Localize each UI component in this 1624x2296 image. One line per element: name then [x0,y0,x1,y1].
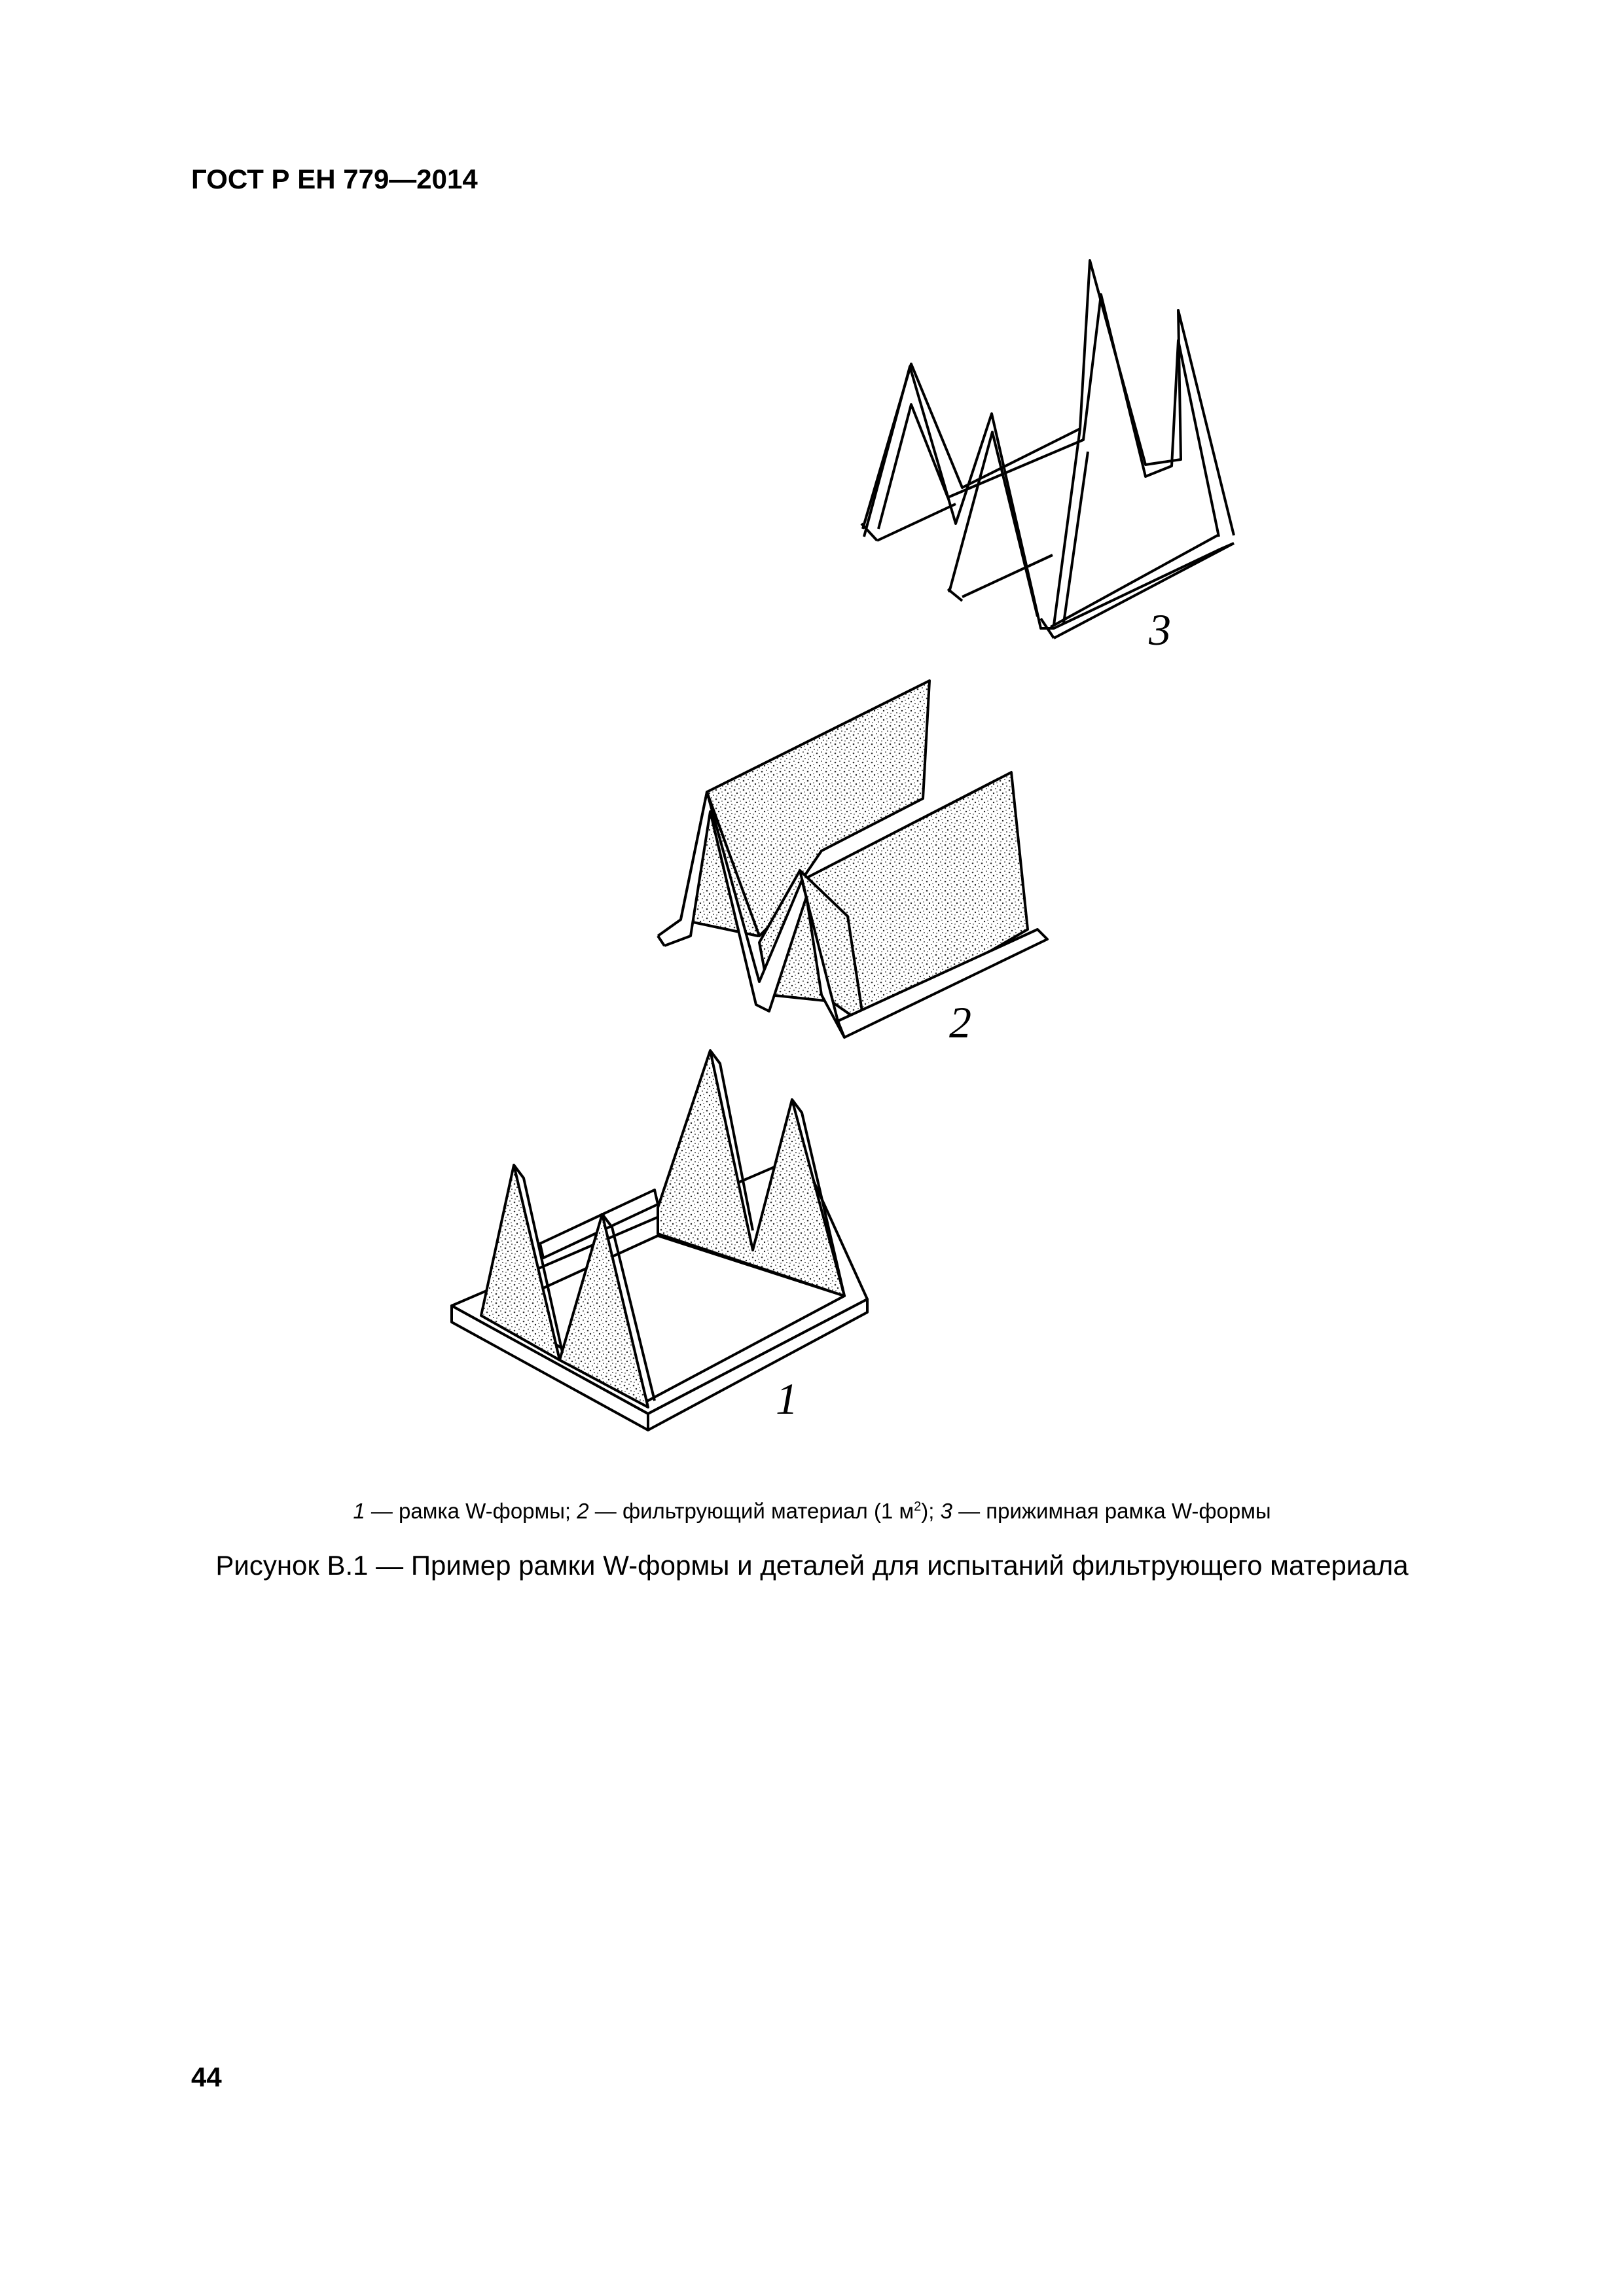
figure-label-1: 1 [776,1374,798,1424]
part-3-clamp-frame [861,260,1234,638]
legend-number-3: 3 [940,1499,952,1523]
figure-caption: Рисунок В.1 — Пример рамки W-формы и деталей для испытаний фильтрующего материала [215,1550,1409,1581]
legend-text-2: — фильтрующий материал (1 м [588,1499,914,1523]
page-number: 44 [191,2062,222,2092]
legend-number-2: 2 [577,1499,589,1523]
figure-legend [0,1499,1624,1524]
part-2-filter-material [658,681,1047,1037]
figure-label-3: 3 [1149,605,1171,655]
legend-text-1: — рамка W-формы; [365,1499,577,1523]
legend-text-4: — прижимная рамка W-формы [952,1499,1271,1523]
legend-text-3: ); [921,1499,941,1523]
legend-number-1: 1 [353,1499,365,1523]
standard-header: ГОСТ Р ЕН 779—2014 [191,164,478,194]
legend-superscript: 2 [914,1499,922,1514]
part-1-w-frame [452,1050,867,1430]
figure-label-2: 2 [949,997,971,1047]
